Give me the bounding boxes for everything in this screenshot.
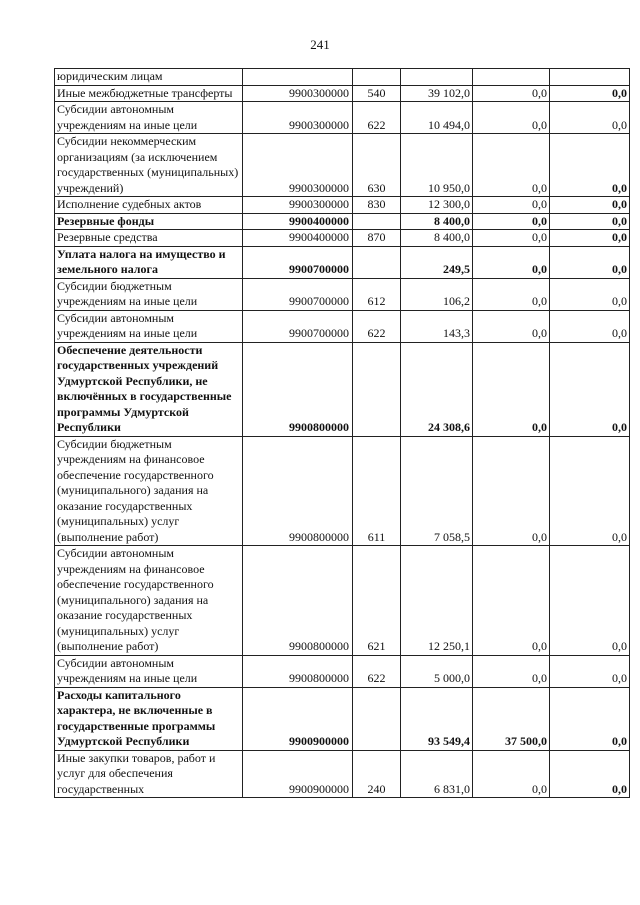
row-type-cell: 622 bbox=[353, 310, 401, 342]
row-code-cell bbox=[243, 69, 353, 86]
row-amount-3-cell: 0,0 bbox=[550, 102, 630, 134]
table-row bbox=[55, 213, 630, 230]
row-amount-1-cell: 106,2 bbox=[401, 278, 473, 310]
row-type-cell bbox=[353, 246, 401, 278]
row-code-cell: 9900400000 bbox=[243, 213, 353, 230]
row-type-cell: 611 bbox=[353, 436, 401, 546]
row-type-cell: 621 bbox=[353, 546, 401, 656]
row-type-cell: 622 bbox=[353, 102, 401, 134]
row-name-cell: Субсидии бюджетным учреждениям на иные цели bbox=[55, 278, 243, 310]
table-row bbox=[55, 197, 630, 214]
row-code-cell: 9900800000 bbox=[243, 546, 353, 656]
row-code-cell: 9900700000 bbox=[243, 310, 353, 342]
row-code-cell: 9900900000 bbox=[243, 750, 353, 798]
row-type-cell bbox=[353, 342, 401, 436]
row-amount-3-cell: 0,0 bbox=[550, 546, 630, 656]
row-amount-3-cell: 0,0 bbox=[550, 342, 630, 436]
row-amount-1-cell: 12 300,0 bbox=[401, 197, 473, 214]
row-amount-3-cell: 0,0 bbox=[550, 750, 630, 798]
row-code-cell: 9900800000 bbox=[243, 655, 353, 687]
table-row bbox=[55, 134, 630, 197]
row-name-cell: Резервные средства bbox=[55, 230, 243, 247]
row-amount-1-cell: 10 950,0 bbox=[401, 134, 473, 197]
row-amount-3-cell: 0,0 bbox=[550, 436, 630, 546]
row-name-cell: юридическим лицам bbox=[55, 69, 243, 86]
row-amount-2-cell: 0,0 bbox=[473, 246, 550, 278]
row-type-cell: 612 bbox=[353, 278, 401, 310]
row-amount-2-cell: 0,0 bbox=[473, 230, 550, 247]
row-code-cell: 9900300000 bbox=[243, 197, 353, 214]
row-type-cell bbox=[353, 687, 401, 750]
row-amount-2-cell: 0,0 bbox=[473, 102, 550, 134]
row-amount-2-cell: 0,0 bbox=[473, 197, 550, 214]
row-amount-1-cell: 10 494,0 bbox=[401, 102, 473, 134]
row-amount-2-cell: 0,0 bbox=[473, 655, 550, 687]
row-amount-3-cell: 0,0 bbox=[550, 310, 630, 342]
row-name-cell: Обеспечение деятельности государственных учреждений Удмуртской Республики, не включённых в государственные программы Удмуртской Республики bbox=[55, 342, 243, 436]
row-amount-2-cell: 0,0 bbox=[473, 546, 550, 656]
row-amount-3-cell bbox=[550, 69, 630, 86]
row-code-cell: 9900300000 bbox=[243, 134, 353, 197]
row-amount-3-cell: 0,0 bbox=[550, 213, 630, 230]
table-row bbox=[55, 69, 630, 86]
table-row bbox=[55, 750, 630, 798]
row-amount-2-cell: 0,0 bbox=[473, 310, 550, 342]
row-amount-2-cell: 0,0 bbox=[473, 278, 550, 310]
row-amount-2-cell: 0,0 bbox=[473, 342, 550, 436]
row-amount-2-cell: 0,0 bbox=[473, 134, 550, 197]
row-amount-1-cell: 249,5 bbox=[401, 246, 473, 278]
row-name-cell: Субсидии бюджетным учреждениям на финансовое обеспечение государственного (муниципального) задания на оказание государственных (муниципальных) услуг (выполнение работ) bbox=[55, 436, 243, 546]
page-number: 241 bbox=[310, 37, 330, 52]
row-type-cell: 630 bbox=[353, 134, 401, 197]
row-type-cell bbox=[353, 69, 401, 86]
row-name-cell: Исполнение судебных актов bbox=[55, 197, 243, 214]
row-amount-2-cell: 37 500,0 bbox=[473, 687, 550, 750]
row-amount-1-cell: 12 250,1 bbox=[401, 546, 473, 656]
row-amount-3-cell: 0,0 bbox=[550, 134, 630, 197]
row-amount-2-cell: 0,0 bbox=[473, 213, 550, 230]
table-row bbox=[55, 230, 630, 247]
row-name-cell: Субсидии автономным учреждениям на иные цели bbox=[55, 102, 243, 134]
row-amount-1-cell: 8 400,0 bbox=[401, 213, 473, 230]
table-row bbox=[55, 278, 630, 310]
table-row bbox=[55, 246, 630, 278]
table-row bbox=[55, 546, 630, 656]
row-code-cell: 9900300000 bbox=[243, 85, 353, 102]
row-type-cell: 870 bbox=[353, 230, 401, 247]
row-amount-3-cell: 0,0 bbox=[550, 197, 630, 214]
row-name-cell: Субсидии автономным учреждениям на финансовое обеспечение государственного (муниципального) задания на оказание государственных (муниципальных) услуг (выполнение работ) bbox=[55, 546, 243, 656]
row-amount-2-cell: 0,0 bbox=[473, 436, 550, 546]
row-type-cell: 622 bbox=[353, 655, 401, 687]
row-code-cell: 9900800000 bbox=[243, 342, 353, 436]
row-amount-3-cell: 0,0 bbox=[550, 246, 630, 278]
row-name-cell: Иные межбюджетные трансферты bbox=[55, 85, 243, 102]
row-name-cell: Резервные фонды bbox=[55, 213, 243, 230]
table-row bbox=[55, 102, 630, 134]
row-code-cell: 9900900000 bbox=[243, 687, 353, 750]
row-amount-1-cell: 7 058,5 bbox=[401, 436, 473, 546]
row-amount-3-cell: 0,0 bbox=[550, 230, 630, 247]
row-amount-1-cell bbox=[401, 69, 473, 86]
row-name-cell: Субсидии некоммерческим организациям (за исключением государственных (муниципальных) учреждений) bbox=[55, 134, 243, 197]
row-amount-1-cell: 5 000,0 bbox=[401, 655, 473, 687]
row-amount-1-cell: 24 308,6 bbox=[401, 342, 473, 436]
row-name-cell: Субсидии автономным учреждениям на иные цели bbox=[55, 655, 243, 687]
row-name-cell: Расходы капитального характера, не включенные в государственные программы Удмуртской Республики bbox=[55, 687, 243, 750]
row-amount-2-cell: 0,0 bbox=[473, 85, 550, 102]
row-code-cell: 9900800000 bbox=[243, 436, 353, 546]
row-amount-1-cell: 39 102,0 bbox=[401, 85, 473, 102]
table-row bbox=[55, 342, 630, 436]
row-type-cell bbox=[353, 213, 401, 230]
row-code-cell: 9900300000 bbox=[243, 102, 353, 134]
row-amount-3-cell: 0,0 bbox=[550, 655, 630, 687]
row-type-cell: 540 bbox=[353, 85, 401, 102]
table-row bbox=[55, 655, 630, 687]
row-name-cell: Субсидии автономным учреждениям на иные цели bbox=[55, 310, 243, 342]
row-code-cell: 9900700000 bbox=[243, 246, 353, 278]
table-row bbox=[55, 687, 630, 750]
row-name-cell: Уплата налога на имущество и земельного налога bbox=[55, 246, 243, 278]
table-row bbox=[55, 436, 630, 546]
row-code-cell: 9900700000 bbox=[243, 278, 353, 310]
row-name-cell: Иные закупки товаров, работ и услуг для обеспечения государственных bbox=[55, 750, 243, 798]
row-amount-1-cell: 6 831,0 bbox=[401, 750, 473, 798]
row-amount-3-cell: 0,0 bbox=[550, 85, 630, 102]
table-row bbox=[55, 85, 630, 102]
row-amount-3-cell: 0,0 bbox=[550, 687, 630, 750]
row-type-cell: 830 bbox=[353, 197, 401, 214]
row-type-cell: 240 bbox=[353, 750, 401, 798]
row-amount-1-cell: 8 400,0 bbox=[401, 230, 473, 247]
row-amount-2-cell bbox=[473, 69, 550, 86]
row-amount-2-cell: 0,0 bbox=[473, 750, 550, 798]
budget-table bbox=[54, 68, 630, 798]
row-amount-1-cell: 143,3 bbox=[401, 310, 473, 342]
table-row bbox=[55, 310, 630, 342]
row-amount-3-cell: 0,0 bbox=[550, 278, 630, 310]
row-code-cell: 9900400000 bbox=[243, 230, 353, 247]
row-amount-1-cell: 93 549,4 bbox=[401, 687, 473, 750]
